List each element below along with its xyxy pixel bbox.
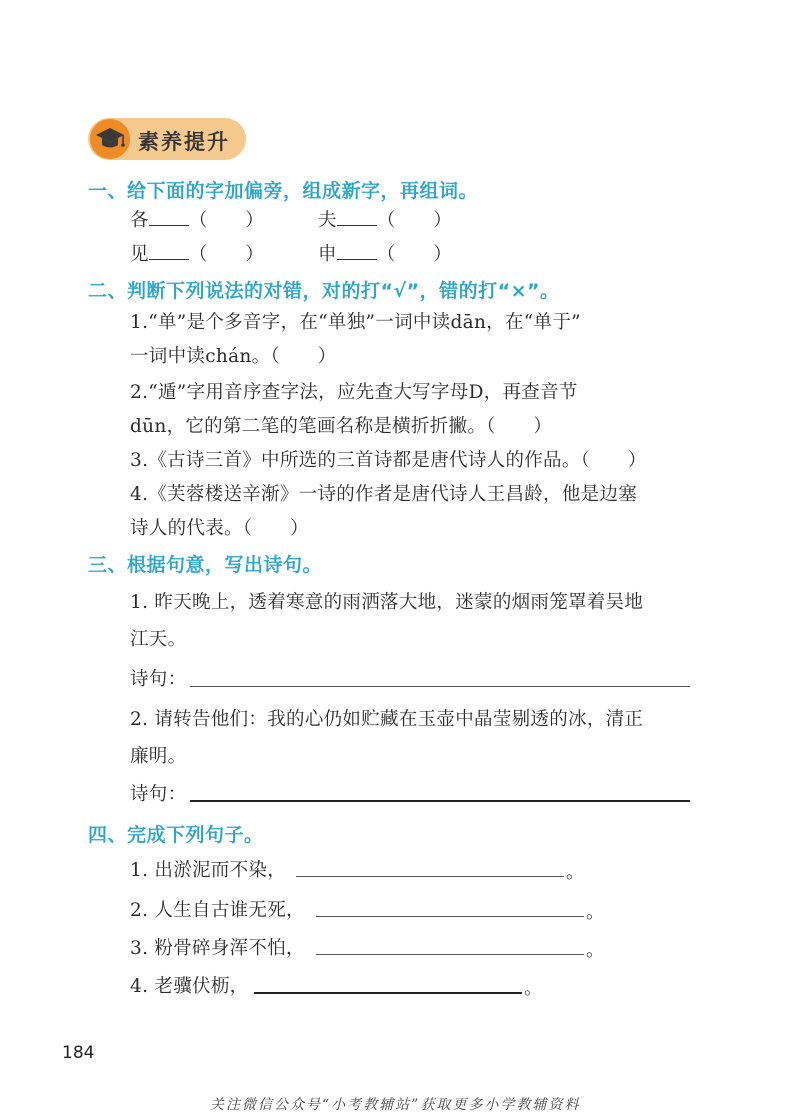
- answer-line[interactable]: [190, 800, 690, 802]
- page-number: 184: [62, 1043, 95, 1063]
- graduation-cap-icon: [90, 119, 130, 159]
- q3-item-1-line1: 1. 昨天晚上，透着寒意的雨洒落大地，迷蒙的烟雨笼罩着吴地: [130, 592, 644, 613]
- q3-item-2-line1: 2. 请转告他们：我的心仍如贮藏在玉壶中晶莹剔透的冰，清正: [130, 709, 644, 730]
- answer-line[interactable]: [254, 992, 522, 994]
- q1-item-1: 各 （ ）: [130, 206, 264, 232]
- q4-item-2-end: 。: [586, 902, 605, 923]
- q1-heading: 一、给下面的字加偏旁，组成新字，再组词。: [88, 180, 479, 202]
- q4-item-1-end: 。: [566, 862, 585, 883]
- q1-item-3: 见 （ ）: [130, 240, 264, 266]
- q4-item-4: 4. 老骥伏枥，: [130, 976, 249, 997]
- q1-item-2: 夫 （ ）: [318, 206, 452, 232]
- q3-item-1-line2: 江天。: [130, 629, 187, 650]
- q4-item-4-end: 。: [524, 978, 543, 999]
- answer-line[interactable]: [316, 954, 584, 955]
- answer-line[interactable]: [316, 916, 584, 917]
- q4-item-1: 1. 出淤泥而不染，: [130, 860, 287, 881]
- q3-item-2-line2: 廉明。: [130, 746, 187, 767]
- q1-item-4: 申 （ ）: [318, 240, 452, 266]
- q4-item-2: 2. 人生自古谁无死，: [130, 900, 305, 921]
- section-badge-title: 素养提升: [138, 130, 230, 154]
- section-badge: [88, 118, 246, 160]
- answer-blank[interactable]: [149, 241, 189, 260]
- q2-line: 一词中读chán。（ ）: [130, 346, 337, 367]
- footer-note: 关注微信公众号“小考教辅站”获取更多小学教辅资料: [210, 1097, 581, 1113]
- q2-line: 4.《芙蓉楼送辛渐》一诗的作者是唐代诗人王昌龄，他是边塞: [130, 484, 638, 505]
- q4-item-3-end: 。: [586, 940, 605, 961]
- answer-blank[interactable]: [337, 207, 377, 226]
- q2-line: 2.“遁”字用音序查字法，应先查大写字母D，再查音节: [130, 382, 578, 403]
- q3-heading: 三、根据句意，写出诗句。: [88, 554, 323, 576]
- q3-item-2-label: 诗句：: [130, 784, 187, 805]
- q2-line: dūn，它的第二笔的笔画名称是横折折撇。（ ）: [130, 416, 553, 437]
- q4-heading: 四、完成下列句子。: [88, 824, 264, 846]
- q2-line: 诗人的代表。（ ）: [130, 518, 309, 539]
- q2-heading: 二、判断下列说法的对错，对的打“√”，错的打“×”。: [88, 280, 560, 302]
- answer-line[interactable]: [296, 876, 564, 877]
- answer-blank[interactable]: [337, 241, 377, 260]
- q2-line: 3.《古诗三首》中所选的三首诗都是唐代诗人的作品。（ ）: [130, 450, 647, 471]
- q3-item-1-label: 诗句：: [130, 669, 187, 690]
- q2-line: 1.“单”是个多音字，在“单独”一词中读dān，在“单于”: [130, 312, 581, 333]
- answer-line[interactable]: [190, 686, 690, 687]
- answer-blank[interactable]: [149, 207, 189, 226]
- q4-item-3: 3. 粉骨碎身浑不怕，: [130, 938, 305, 959]
